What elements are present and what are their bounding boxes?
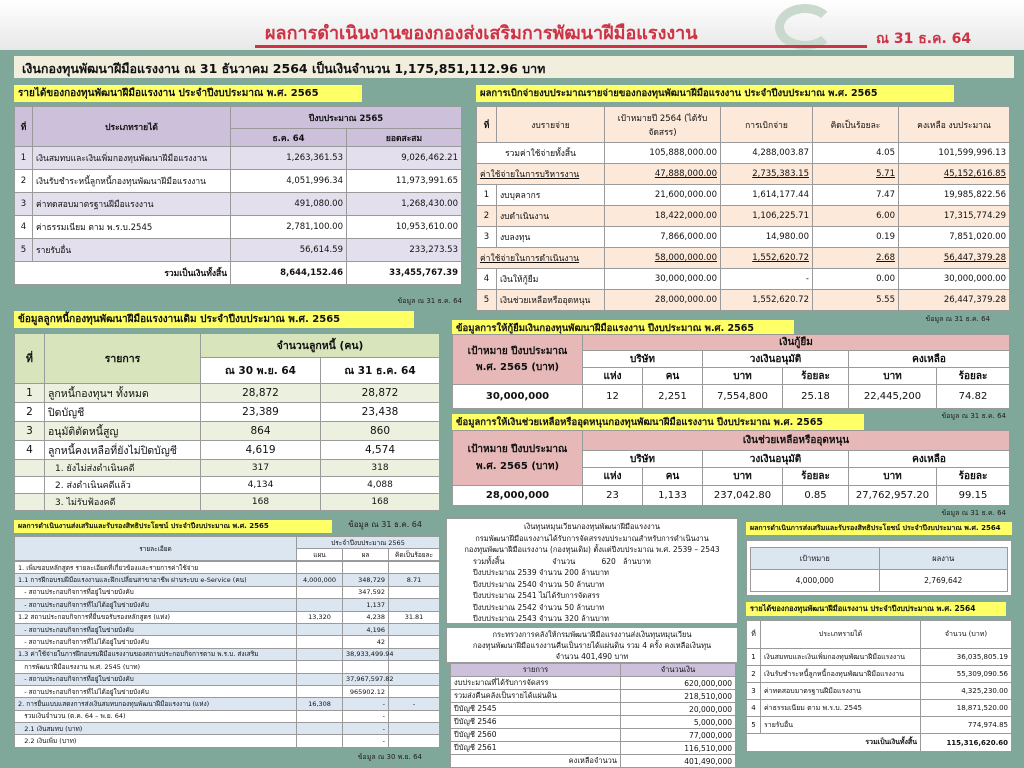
col-no: ที่	[477, 107, 497, 143]
table-row: 1 ลูกหนี้กองทุนฯ ทั้งหมด 28,872 28,872	[15, 384, 440, 403]
table-row: 4,000,000 2,769,642	[751, 570, 1008, 592]
total-row: รวมเป็นเงินทั้งสิ้น 8,644,152.46 33,455,767.39	[15, 262, 462, 285]
fund-summary: เงินกองทุนพัฒนาฝีมือแรงงาน ณ 31 ธันวาคม 2564 เป็นเงินจำนวน 1,175,851,112.96 บาท	[14, 56, 1014, 78]
table-row: 1.3 ค่าใช้จ่ายในการฝึกอบรมฝีมือแรงงานของสถานประกอบกิจการตาม พ.ร.บ. ส่งเสริม 38,933,499.94	[15, 648, 440, 660]
table-row: 2 ปิดบัญชี 23,389 23,438	[15, 403, 440, 422]
col-grant: เงินช่วยเหลือหรืออุดหนุน	[583, 431, 1010, 451]
table-row: ปีบัญชี 2561 116,510,000	[451, 742, 736, 755]
rights-table: รายละเอียด ประจำปีงบประมาณ 2565 แผน ผล คิดเป็นร้อยละ	[14, 536, 440, 561]
table-row: 2 งบดำเนินงาน 18,422,000.00 1,106,225.71 6.00 17,315,774.29	[477, 206, 1010, 227]
rights-title: ผลการดำเนินงานส่งเสริมและรับรองสิทธิประโยชน์ ประจำปีงบประมาณ พ.ศ. 2565	[14, 520, 332, 533]
income2564-table-wrap	[746, 620, 1012, 752]
table-row: 5 รายรับอื่น 774,974.85	[747, 717, 1012, 734]
income2564-table: ที่ ประเภทรายได้ จำนวน (บาท) 1 เงินสมทบและเงินเพิ่มกองทุนพัฒนาฝีมือแรงงาน 36,035,805.19 2 เงินรับชำระหนี้ลูกหนี้กองทุนพัฒนาฝีมือแรงงาน 55,309,090.56 3 ค่าทดสอบมาตรฐานฝีมือแรงงาน 4,325,230.00 4 ค่าธรรมเนียม ตาม พ.ร.บ. 2545 18,871,520.00 5 รายรับอื่น 774,974.85 รวมเป็นเงินทั้งสิ้น 115,316,620.60	[746, 620, 1012, 752]
revolving-line: ปีงบประมาณ 2540 จำนวน 50 ล้านบาท	[473, 579, 605, 589]
table-row: 1 เงินสมทบและเงินเพิ่มกองทุนพัฒนาฝีมือแรงงาน 1,263,361.53 9,026,462.21	[15, 147, 462, 170]
loans-table-wrap	[452, 334, 1010, 409]
table-row: 3 งบลงทุน 7,866,000.00 14,980.00 0.19 7,851,020.00	[477, 227, 1010, 248]
header-logo-watermark	[775, 4, 835, 50]
debtors-title: ข้อมูลลูกหนี้กองทุนพัฒนาฝีมือแรงงานเดิม ประจำปีงบประมาณ พ.ศ. 2565	[14, 311, 414, 328]
rights2564-table-wrap	[746, 540, 1012, 596]
expense-source: ข้อมูล ณ 31 ธ.ค. 64	[925, 315, 990, 323]
revolving-line: ปีงบประมาณ 2539 จำนวน 200 ล้านบาท	[473, 568, 609, 577]
col-budget: ปีงบประมาณ 2565	[231, 107, 462, 129]
revolving-line: กองทุนพัฒนาฝีมือแรงงาน (กองทุนเดิม) ตั้งแต่ปีงบประมาณ พ.ศ. 2539 – 2543	[464, 545, 720, 554]
revolving-line: เงินทุนหมุนเวียนกองทุนพัฒนาฝีมือแรงงาน	[524, 522, 660, 531]
table-row: ปีบัญชี 2545 20,000,000	[451, 703, 736, 716]
revolving-line: ปีงบประมาณ 2542 จำนวน 50 ล้านบาท	[473, 602, 605, 612]
table-row: 2.1 เงินสมทบ (บาท) -	[15, 723, 440, 735]
rights-table-wrap	[14, 536, 440, 748]
loans-table: เป้าหมาย ปีงบประมาณ พ.ศ. 2565 (บาท) เงินกู้ยืม บริษัท วงเงินอนุมัติ คงเหลือ แห่ง คน บาท ร้อยละ บาท ร้อยละ 30,000,000 12 2,251 7,554,800 25.18 22,445,200 74.82	[452, 334, 1010, 409]
table-row: - สถานประกอบกิจการที่อยู่ในข่ายบังคับ 37,967,597.82	[15, 673, 440, 685]
table-row: 4 เงินให้กู้ยืม 30,000,000.00 - 0.00 30,000,000.00	[477, 269, 1010, 290]
table-row: 1. เพิ่มขอบหลักสูตร รายละเอียดที่เกี่ยวข้องและรายการค่าใช้จ่าย	[15, 562, 440, 574]
loans-title: ข้อมูลการให้กู้ยืมเงินกองทุนพัฒนาฝีมือแรงงาน ปีงบประมาณ พ.ศ. 2565	[452, 320, 794, 337]
table-row: 4 ค่าธรรมเนียม ตาม พ.ร.บ. 2545 18,871,520.00	[747, 700, 1012, 717]
header-date: ณ 31 ธ.ค. 64	[876, 31, 972, 47]
table-row: 4 ลูกหนี้คงเหลือที่ยังไม่ปิดบัญชี 4,619 4,574	[15, 441, 440, 460]
col-no: ที่	[15, 107, 33, 147]
table-row: 2. การยื่นแบบแสดงการส่งเงินสมทบกองทุนพัฒนาฝีมือแรงงาน (แห่ง) 16,308 - -	[15, 698, 440, 710]
table-row: 5 รายรับอื่น 56,614.59 233,273.53	[15, 239, 462, 262]
page-title: ผลการดำเนินงานของกองส่งเสริมการพัฒนาฝีมือแรงงาน	[265, 23, 698, 44]
table-row: - สถานประกอบกิจการที่ไม่ได้อยู่ในข่ายบังคับ 1,137	[15, 599, 440, 611]
table-row: 3 ค่าทดสอบมาตรฐานฝีมือแรงงาน 491,080.00 1,268,430.00	[15, 193, 462, 216]
table-row: - สถานประกอบกิจการที่อยู่ในข่ายบังคับ 347,592	[15, 586, 440, 598]
col-target: เป้าหมาย ปีงบประมาณ พ.ศ. 2565 (บาท)	[453, 335, 583, 385]
col-item: งบรายจ่าย	[497, 107, 605, 143]
col-dec: ธ.ค. 64	[231, 129, 347, 147]
table-row: 1. ยังไม่ส่งดำเนินคดี 317 318	[15, 460, 440, 477]
table-row: 28,000,000 23 1,133 237,042.80 0.85 27,762,957.20 99.15	[453, 486, 1010, 506]
rights-source: ข้อมูล ณ 30 พ.ย. 64	[357, 753, 422, 761]
loans-source: ข้อมูล ณ 31 ธ.ค. 64	[941, 412, 1006, 420]
table-row: - สถานประกอบกิจการที่อยู่ในข่ายบังคับ 4,196	[15, 623, 440, 635]
expense-table	[476, 106, 1010, 311]
total-row: คงเหลือจำนวน 401,490,000	[451, 755, 736, 768]
col-spent: การเบิกจ่าย	[721, 107, 813, 143]
col-budget: ประจำปีงบประมาณ 2565	[297, 537, 440, 549]
table-row: 1 เงินสมทบและเงินเพิ่มกองทุนพัฒนาฝีมือแรงงาน 36,035,805.19	[747, 649, 1012, 666]
grants-table: เป้าหมาย ปีงบประมาณ พ.ศ. 2565 (บาท) เงินช่วยเหลือหรืออุดหนุน บริษัท วงเงินอนุมัติ คงเหลือ แห่ง คน บาท ร้อยละ บาท ร้อยละ 28,000,000 23 1,133 237,042.80 0.85 27,762,957.20 99.15	[452, 430, 1010, 506]
revolving-table-wrap	[450, 663, 736, 768]
table-row: งบประมาณที่ได้รับการจัดสรร 620,000,000	[451, 677, 736, 690]
table-row: 1 งบบุคลากร 21,600,000.00 1,614,177.44 7.47 19,985,822.56	[477, 185, 1010, 206]
grants-source: ข้อมูล ณ 31 ธ.ค. 64	[941, 509, 1006, 517]
col-target: เป้าหมายปี 2564 (ได้รับจัดสรร)	[605, 107, 721, 143]
col-type: ประเภทรายได้	[33, 107, 231, 147]
col-accum: ยอดสะสม	[347, 129, 462, 147]
admin-row: ค่าใช้จ่ายในการบริหารงาน 47,888,000.00 2,735,383.15 5.71 45,152,616.85	[477, 164, 1010, 185]
title-underline	[255, 45, 867, 48]
total-row: รวมเป็นเงินทั้งสิ้น 115,316,620.60	[747, 734, 1012, 752]
debtors-table-wrap	[14, 333, 440, 511]
grants-table-wrap	[452, 430, 1010, 506]
col-no: ที่	[15, 334, 45, 384]
col-remain: คงเหลือ งบประมาณ	[899, 107, 1010, 143]
table-row: 1.1 การฝึกอบรมฝีมือแรงงานและฝึกเปลี่ยนสาขาอาชีพ ผ่านระบบ e-Service (คน) 4,000,000 348,729 8.71	[15, 574, 440, 586]
expense-title: ผลการเบิกจ่ายงบประมาณรายจ่ายของกองทุนพัฒนาฝีมือแรงงาน ประจำปีงบประมาณ พ.ศ. 2565	[476, 85, 954, 102]
rights-body	[14, 561, 440, 748]
table-row: รวมเงินจำนวน (ต.ค. 64 – พ.ย. 64) -	[15, 710, 440, 722]
col-count: จำนวนลูกหนี้ (คน)	[201, 334, 440, 358]
debtors-table	[14, 333, 440, 511]
table-row: 4 ค่าธรรมเนียม ตาม พ.ร.บ.2545 2,781,100.00 10,953,610.00	[15, 216, 462, 239]
table-row: การพัฒนาฝีมือแรงงาน พ.ศ. 2545 (บาท)	[15, 661, 440, 673]
ops-row: ค่าใช้จ่ายในการดำเนินงาน 58,000,000.00 1,552,620.72 2.68 56,447,379.28	[477, 248, 1010, 269]
col-dec: ณ 31 ธ.ค. 64	[321, 358, 440, 384]
rights2564-title: ผลการดำเนินการส่งเสริมและรับรองสิทธิประโยชน์ ประจำปีงบประมาณ พ.ศ. 2564	[746, 522, 1012, 535]
income-table	[14, 106, 462, 285]
revolving-line: ปีงบประมาณ 2543 จำนวน 320 ล้านบาท	[473, 614, 609, 623]
revolving-note: กระทรวงการคลังให้กรมพัฒนาฝีมือแรงงานส่งเงินทุนหมุนเวียน กองทุนพัฒนาฝีมือแรงงานคืนเป็นรายได้แผ่นดิน รวม 4 ครั้ง คงเหลือเงินทุน จำนวน 401,490 บาท	[446, 627, 738, 663]
col-pct: คิดเป็นร้อยละ	[813, 107, 899, 143]
rights-source-top: ข้อมูล ณ 31 ธ.ค. 64	[348, 520, 422, 529]
revolving-box	[446, 518, 738, 624]
table-row: 3. ไม่รับฟ้องคดี 168 168	[15, 494, 440, 511]
revolving-line: ปีงบประมาณ 2541 ไม่ได้รับการจัดสรร	[473, 591, 600, 600]
table-row: 2.2 เงินเพิ่ม (บาท) -	[15, 735, 440, 747]
revolving-line: รวมทั้งสิ้น จำนวน 620 ล้านบาท	[473, 556, 651, 566]
col-detail: รายละเอียด	[15, 537, 297, 561]
table-row: - สถานประกอบกิจการที่ไม่ได้อยู่ในข่ายบังคับ 965902.12	[15, 685, 440, 697]
table-row: 2. ส่งดำเนินคดีแล้ว 4,134 4,088	[15, 477, 440, 494]
table-row: ปีบัญชี 2560 77,000,000	[451, 729, 736, 742]
table-row: 5 เงินช่วยเหลือหรืออุดหนุน 28,000,000.00 1,552,620.72 5.55 26,447,379.28	[477, 290, 1010, 311]
col-item: รายการ	[45, 334, 201, 384]
table-row: 30,000,000 12 2,251 7,554,800 25.18 22,445,200 74.82	[453, 385, 1010, 409]
table-row: รวมส่งคืนคลังเป็นรายได้แผ่นดิน 218,510,000	[451, 690, 736, 703]
grants-title: ข้อมูลการให้เงินช่วยเหลือหรืออุดหนุนกองทุนพัฒนาฝีมือแรงงาน ปีงบประมาณ พ.ศ. 2565	[452, 414, 864, 431]
table-row: 3 ค่าทดสอบมาตรฐานฝีมือแรงงาน 4,325,230.00	[747, 683, 1012, 700]
income-table-wrap	[14, 106, 462, 285]
revolving-table: รายการ จำนวนเงิน งบประมาณที่ได้รับการจัดสรร 620,000,000 รวมส่งคืนคลังเป็นรายได้แผ่นดิน 218,510,000 ปีบัญชี 2545 20,000,000 ปีบัญชี 2546 5,000,000 ปีบัญชี 2560 77,000,000 ปีบัญชี 2561 116,510,000 คงเหลือจำนวน 401,490,000	[450, 663, 736, 768]
table-row: ปีบัญชี 2546 5,000,000	[451, 716, 736, 729]
revolving-line: กรมพัฒนาฝีมือแรงงานได้รับการจัดสรรงบประมาณสำหรับการดำเนินงาน	[475, 533, 709, 543]
income2564-title: รายได้ของกองทุนพัฒนาฝีมือแรงงาน ประจำปีงบประมาณ พ.ศ. 2564	[746, 602, 1006, 616]
income-source: ข้อมูล ณ 31 ธ.ค. 64	[397, 297, 462, 305]
col-nov: ณ 30 พ.ย. 64	[201, 358, 321, 384]
rights2564-table: เป้าหมาย ผลงาน 4,000,000 2,769,642	[750, 547, 1008, 592]
income-title: รายได้ของกองทุนพัฒนาฝีมือแรงงาน ประจำปีงบประมาณ พ.ศ. 2565	[14, 85, 362, 102]
col-loan: เงินกู้ยืม	[583, 335, 1010, 351]
total-row: รวมค่าใช้จ่ายทั้งสิ้น 105,888,000.00 4,288,003.87 4.05 101,599,996.13	[477, 143, 1010, 164]
expense-table-wrap	[476, 106, 1010, 311]
table-row: 1.2 สถานประกอบกิจการที่ยื่นขอรับรองหลักสูตร (แห่ง) 13,320 4,238 31.81	[15, 611, 440, 623]
table-row: - สถานประกอบกิจการที่ไม่ได้อยู่ในข่ายบังคับ 42	[15, 636, 440, 648]
table-row: 2 เงินรับชำระหนี้ลูกหนี้กองทุนพัฒนาฝีมือแรงงาน 4,051,996.34 11,973,991.65	[15, 170, 462, 193]
table-row: 2 เงินรับชำระหนี้ลูกหนี้กองทุนพัฒนาฝีมือแรงงาน 55,309,090.56	[747, 666, 1012, 683]
table-row: 3 อนุมัติตัดหนี้สูญ 864 860	[15, 422, 440, 441]
col-target: เป้าหมาย ปีงบประมาณ พ.ศ. 2565 (บาท)	[453, 431, 583, 486]
